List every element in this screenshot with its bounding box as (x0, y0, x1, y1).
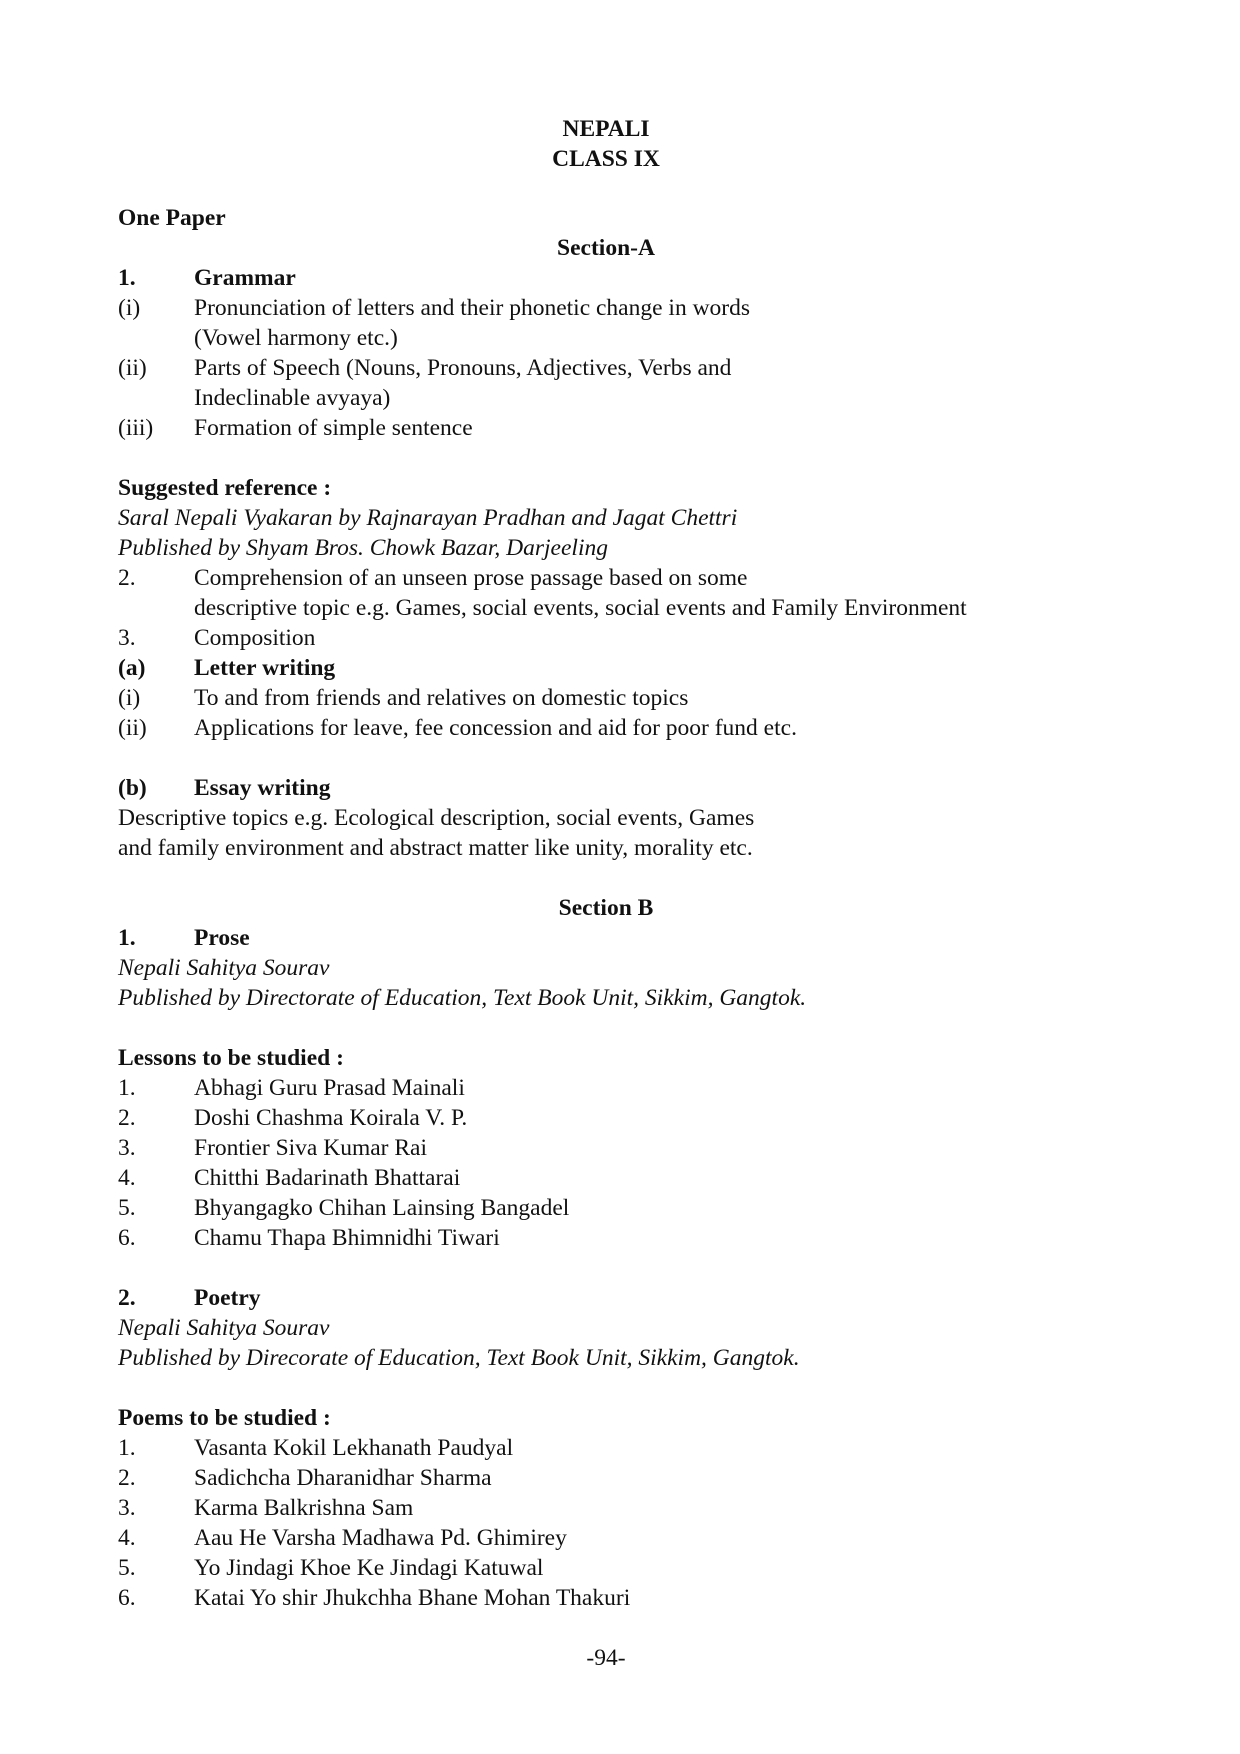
essay-number: (b) (118, 775, 147, 801)
lesson-item: Frontier Siva Kumar Rai (194, 1135, 428, 1161)
letter-heading: Letter writing (194, 655, 336, 681)
grammar-item-text: Formation of simple sentence (194, 415, 473, 441)
essay-heading: Essay writing (194, 775, 331, 801)
letter-item-number: (ii) (118, 715, 147, 741)
grammar-number: 1. (118, 265, 136, 291)
lesson-number: 2. (118, 1105, 136, 1131)
lesson-item: Doshi Chashma Koirala V. P. (194, 1105, 468, 1131)
poem-number: 5. (118, 1555, 136, 1581)
grammar-item-text: Parts of Speech (Nouns, Pronouns, Adjectives, Verbs and (194, 355, 732, 381)
poem-item: Aau He Varsha Madhawa Pd. Ghimirey (194, 1525, 567, 1551)
reference-heading: Suggested reference : (118, 475, 332, 501)
poem-number: 6. (118, 1585, 136, 1611)
poem-item: Yo Jindagi Khoe Ke Jindagi Katuwal (194, 1555, 544, 1581)
poem-number: 2. (118, 1465, 136, 1491)
page-number: -94- (586, 1645, 626, 1671)
grammar-item-number: (ii) (118, 355, 147, 381)
prose-heading: Prose (194, 925, 250, 951)
poetry-publisher: Published by Direcorate of Education, Text Book Unit, Sikkim, Gangtok. (118, 1345, 800, 1371)
grammar-item-number: (i) (118, 295, 141, 321)
lessons-heading: Lessons to be studied : (118, 1045, 344, 1071)
paper-label: One Paper (118, 205, 226, 231)
poems-heading: Poems to be studied : (118, 1405, 331, 1431)
letter-item-text: Applications for leave, fee concession and aid for poor fund etc. (194, 715, 797, 741)
comprehension-text: descriptive topic e.g. Games, social events, social events and Family Environment (194, 595, 967, 621)
reference-line: Published by Shyam Bros. Chowk Bazar, Darjeeling (118, 535, 608, 561)
composition-number: 3. (118, 625, 136, 651)
class-title: CLASS IX (552, 146, 660, 172)
poem-number: 4. (118, 1525, 136, 1551)
section-a-title: Section-A (557, 235, 655, 261)
grammar-item-number: (iii) (118, 415, 154, 441)
prose-publisher: Published by Directorate of Education, Text Book Unit, Sikkim, Gangtok. (118, 985, 807, 1011)
poetry-book: Nepali Sahitya Sourav (118, 1315, 330, 1341)
lesson-number: 5. (118, 1195, 136, 1221)
grammar-item-text: Pronunciation of letters and their phonetic change in words (194, 295, 751, 321)
poem-item: Katai Yo shir Jhukchha Bhane Mohan Thakuri (194, 1585, 631, 1611)
section-b-title: Section B (558, 895, 654, 921)
comprehension-number: 2. (118, 565, 136, 591)
lesson-item: Bhyangagko Chihan Lainsing Bangadel (194, 1195, 570, 1221)
lesson-number: 6. (118, 1225, 136, 1251)
poetry-heading: Poetry (194, 1285, 261, 1311)
poem-number: 1. (118, 1435, 136, 1461)
lesson-item: Abhagi Guru Prasad Mainali (194, 1075, 465, 1101)
grammar-item-text: Indeclinable avyaya) (194, 385, 391, 411)
poem-item: Sadichcha Dharanidhar Sharma (194, 1465, 492, 1491)
grammar-heading: Grammar (194, 265, 296, 291)
composition-heading: Composition (194, 625, 316, 651)
poem-number: 3. (118, 1495, 136, 1521)
essay-text: and family environment and abstract matter like unity, morality etc. (118, 835, 753, 861)
lesson-item: Chamu Thapa Bhimnidhi Tiwari (194, 1225, 500, 1251)
poem-item: Vasanta Kokil Lekhanath Paudyal (194, 1435, 514, 1461)
lesson-item: Chitthi Badarinath Bhattarai (194, 1165, 461, 1191)
poetry-number: 2. (118, 1285, 136, 1311)
prose-book: Nepali Sahitya Sourav (118, 955, 330, 981)
grammar-item-text: (Vowel harmony etc.) (194, 325, 398, 351)
letter-item-number: (i) (118, 685, 141, 711)
letter-number: (a) (118, 655, 146, 681)
reference-line: Saral Nepali Vyakaran by Rajnarayan Pradhan and Jagat Chettri (118, 505, 738, 531)
lesson-number: 3. (118, 1135, 136, 1161)
lesson-number: 1. (118, 1075, 136, 1101)
letter-item-text: To and from friends and relatives on domestic topics (194, 685, 689, 711)
comprehension-text: Comprehension of an unseen prose passage based on some (194, 565, 748, 591)
lesson-number: 4. (118, 1165, 136, 1191)
poem-item: Karma Balkrishna Sam (194, 1495, 414, 1521)
subject-title: NEPALI (562, 116, 650, 142)
prose-number: 1. (118, 925, 136, 951)
essay-text: Descriptive topics e.g. Ecological description, social events, Games (118, 805, 755, 831)
